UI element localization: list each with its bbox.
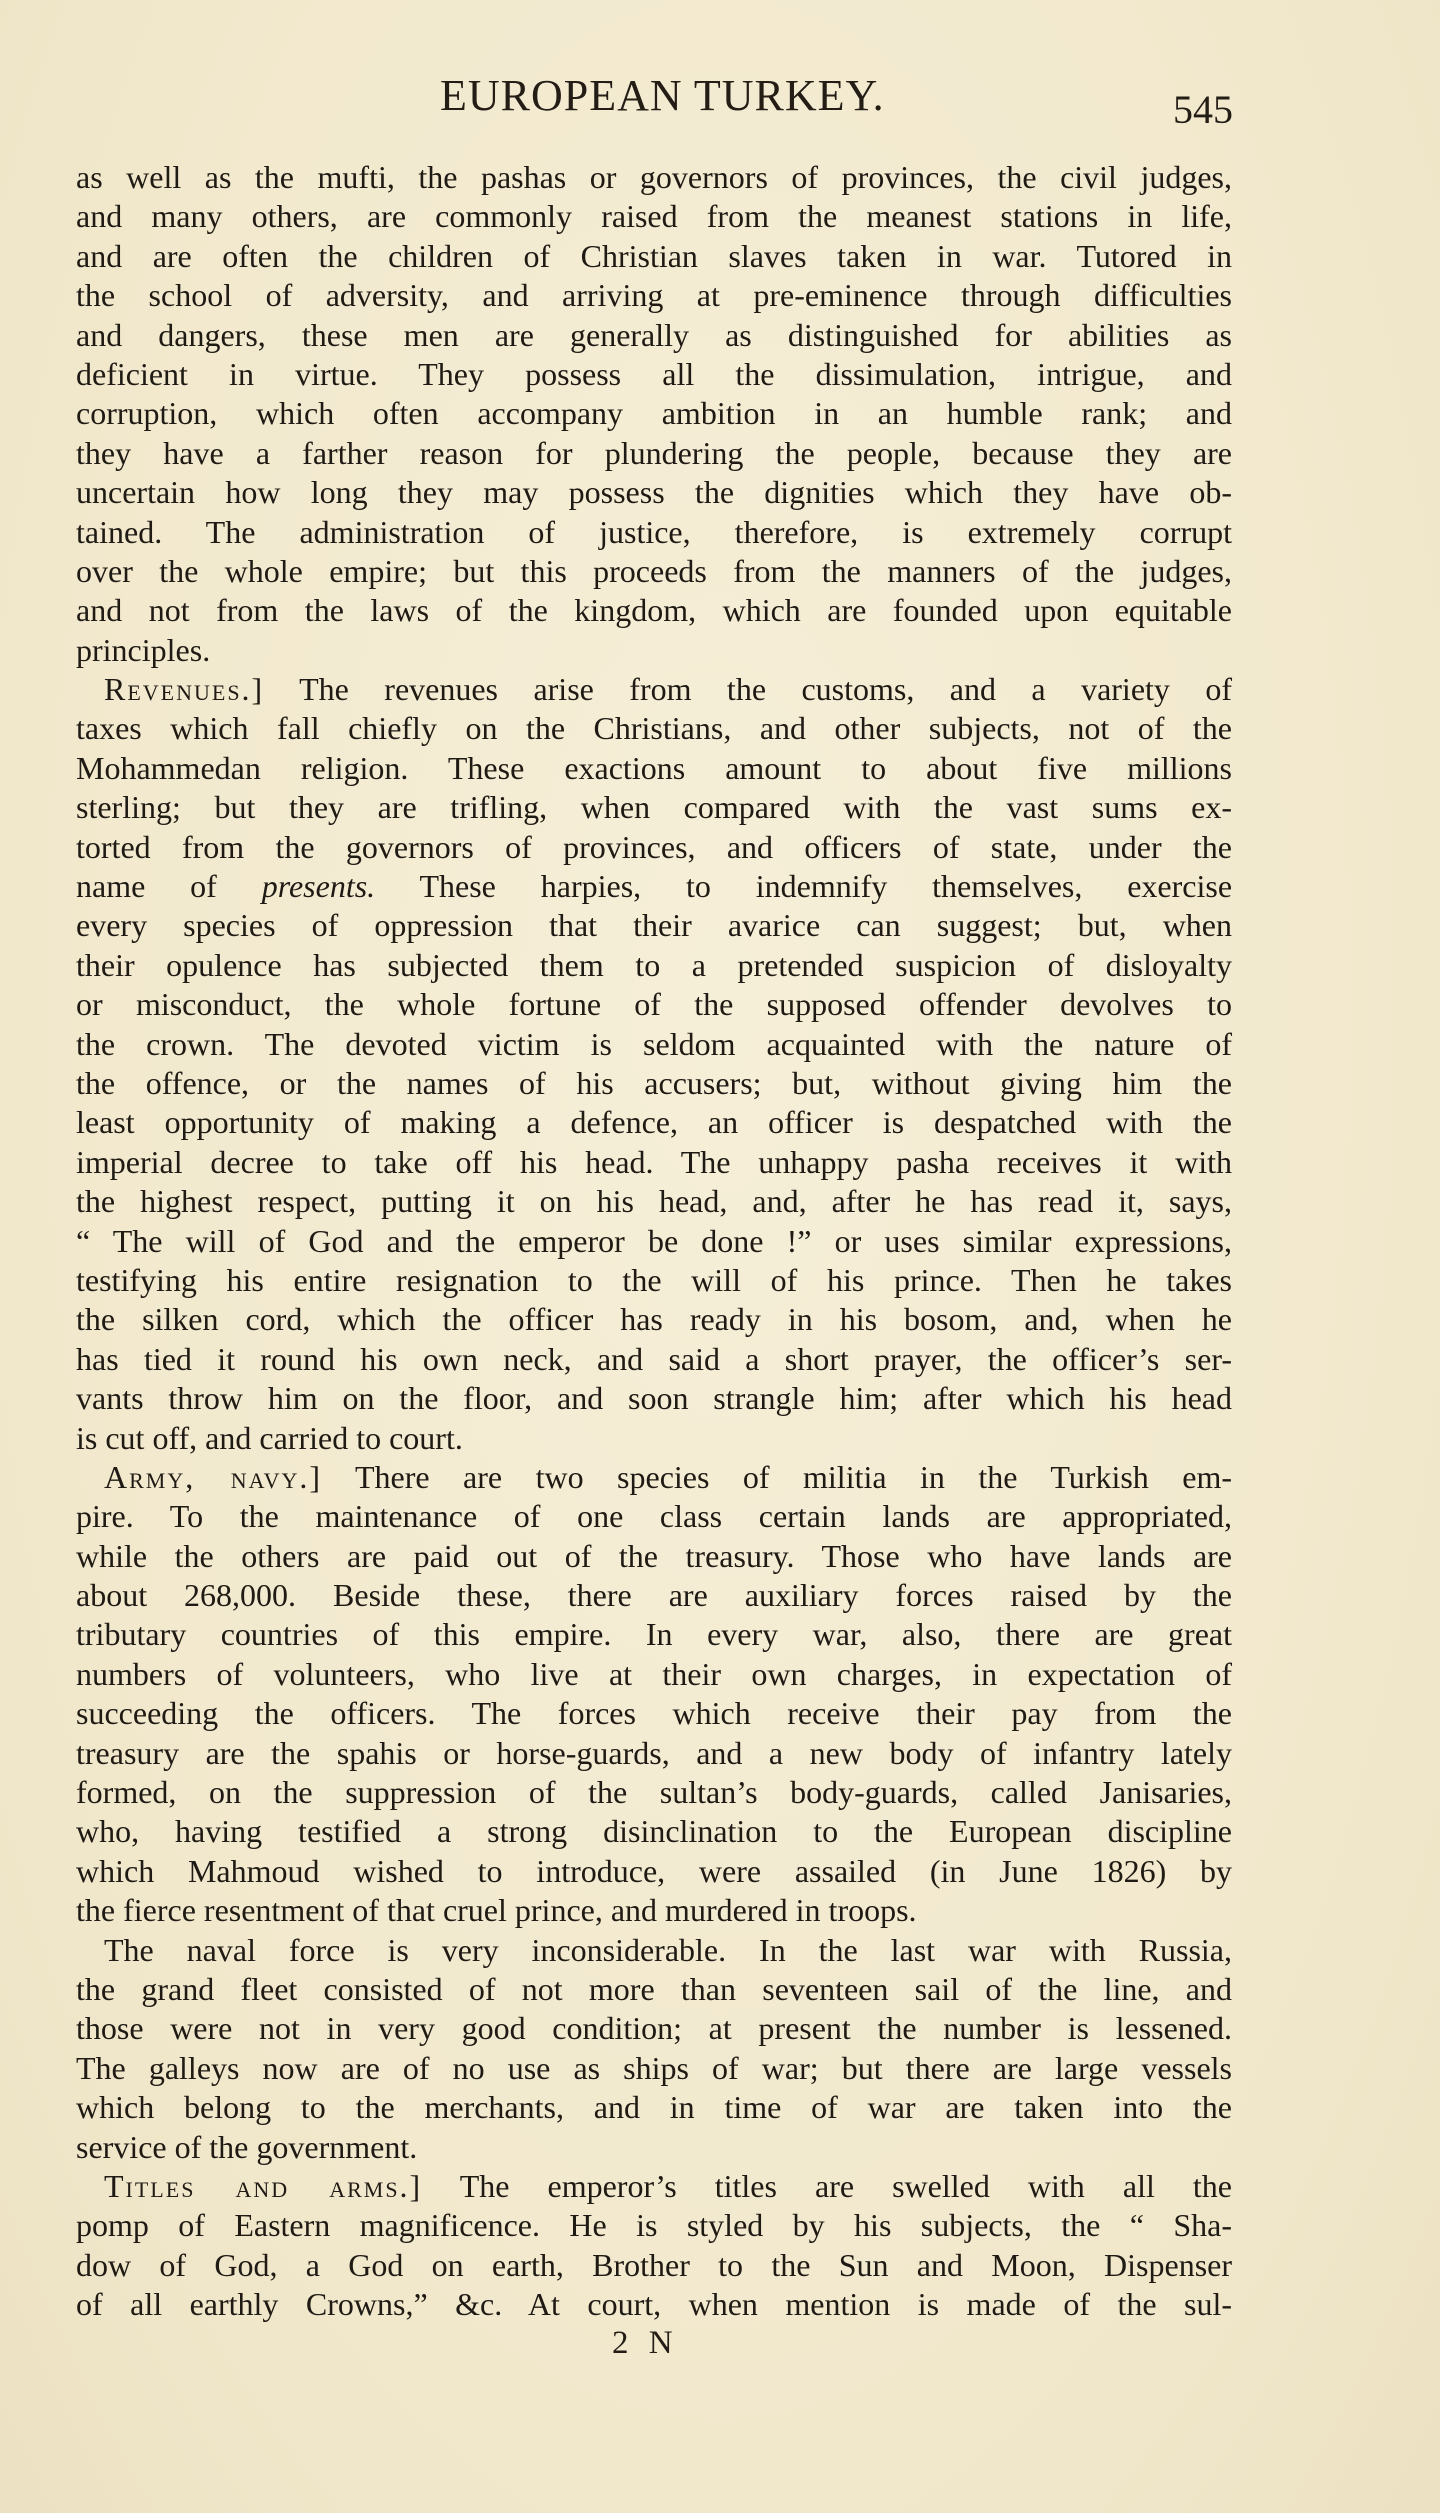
- text-line: succeeding the officers. The forces which receive their pay from the: [76, 1695, 1232, 1732]
- text-line: every species of oppression that their avarice can suggest; but, when: [76, 907, 1232, 944]
- text-line: The revenues arise from the customs, and a variety of: [299, 671, 1233, 708]
- text-line: the crown. The devoted victim is seldom acquainted with the nature of: [76, 1025, 1232, 1062]
- text-line: testifying his entire resignation to the will of his prince. Then he takes: [76, 1261, 1232, 1298]
- text-line: tained. The administration of justice, therefore, is extremely corrupt: [76, 513, 1232, 550]
- text-line: “ The will of God and the emperor be done !” or uses similar expressions,: [76, 1222, 1232, 1259]
- text-line: sterling; but they are trifling, when compared with the vast sums ex-: [76, 789, 1232, 826]
- text-line: their opulence has subjected them to a pretended suspicion of disloyalty: [76, 946, 1232, 983]
- text-line: numbers of volunteers, who live at their own charges, in expectation of: [76, 1655, 1232, 1692]
- text-line: The naval force is very inconsiderable. In the last war with Russia,: [104, 1931, 1232, 1968]
- text-line: pire. To the maintenance of one class certain lands are appropriated,: [76, 1498, 1232, 1535]
- text-line: those were not in very good condition; at present the number is lessened.: [76, 2010, 1232, 2047]
- text-line: who, having testified a strong disinclination to the European discipline: [76, 1813, 1232, 1850]
- text-line: vants throw him on the floor, and soon strangle him; after which his head: [76, 1380, 1232, 1417]
- text-line: treasury are the spahis or horse-guards, and a new body of infantry lately: [76, 1734, 1232, 1771]
- text-line: they have a farther reason for plundering the people, because they are: [76, 434, 1232, 471]
- text-line: and are often the children of Christian slaves taken in war. Tutored in: [76, 237, 1232, 274]
- text-line: uncertain how long they may possess the dignities which they have ob-: [76, 474, 1232, 511]
- sidenote-titles-arms: Titles and arms.]: [104, 2167, 423, 2204]
- text-line: The galleys now are of no use as ships of war; but there are large vessels: [76, 2049, 1232, 2086]
- text-line: taxes which fall chiefly on the Christians, and other subjects, not of the: [76, 710, 1232, 747]
- signature-mark: 2 N: [612, 2325, 679, 2361]
- text-line: the school of adversity, and arriving at pre-eminence through difficulties: [76, 277, 1232, 314]
- text-line: principles.: [76, 631, 211, 668]
- text-line: is cut off, and carried to court.: [76, 1419, 463, 1456]
- text-line: which Mahmoud wished to introduce, were assailed (in June 1826) by: [76, 1852, 1232, 1889]
- text-line: Mohammedan religion. These exactions amount to about five millions: [76, 749, 1232, 786]
- text-line: which belong to the merchants, and in time of war are taken into the: [76, 2089, 1232, 2126]
- text-line: These harpies, to indemnify themselves, exercise: [419, 868, 1233, 905]
- text-line: pomp of Eastern magnificence. He is styled by his subjects, the “ Sha-: [76, 2207, 1232, 2244]
- text-line: the highest respect, putting it on his head, and, after he has read it, says,: [76, 1183, 1232, 1220]
- text-line: deficient in virtue. They possess all the dissimulation, intrigue, and: [76, 355, 1232, 392]
- text-line: has tied it round his own neck, and said a short prayer, the officer’s ser-: [76, 1340, 1232, 1377]
- text-line: dow of God, a God on earth, Brother to the Sun and Moon, Dispenser: [76, 2246, 1232, 2283]
- text-line: over the whole empire; but this proceeds from the manners of the judges,: [76, 552, 1232, 589]
- text-line: the fierce resentment of that cruel prince, and murdered in troops.: [76, 1892, 917, 1929]
- text-line: The emperor’s titles are swelled with all the: [459, 2167, 1232, 2204]
- sidenote-army-navy: Army, navy.]: [104, 1458, 323, 1495]
- text-line: corruption, which often accompany ambition in an humble rank; and: [76, 395, 1232, 432]
- text-line: or misconduct, the whole fortune of the supposed offender devolves to: [76, 986, 1232, 1023]
- text-line: the offence, or the names of his accusers; but, without giving him the: [76, 1064, 1232, 1101]
- text-line: torted from the governors of provinces, and officers of state, under the: [76, 828, 1232, 865]
- text-line: and dangers, these men are generally as distinguished for abilities as: [76, 316, 1232, 353]
- sidenote-revenues: Revenues.]: [104, 671, 265, 708]
- text-line-with-presents: [76, 867, 1232, 906]
- text-line: imperial decree to take off his head. The unhappy pasha receives it with: [76, 1143, 1232, 1180]
- emphasis-presents: presents.: [261, 868, 376, 905]
- text-line: the grand fleet consisted of not more than seventeen sail of the line, and: [76, 1970, 1232, 2007]
- body-text: [76, 158, 1232, 2324]
- running-head: [0, 70, 1440, 130]
- paragraph-revenues-first-line: [76, 670, 1232, 709]
- text-line: and not from the laws of the kingdom, which are founded upon equitable: [76, 592, 1232, 629]
- paragraph-titles-first-line: [76, 2167, 1232, 2206]
- text-line: and many others, are commonly raised from the meanest stations in life,: [76, 198, 1232, 235]
- text-line: formed, on the suppression of the sultan’s body-guards, called Janisaries,: [76, 1774, 1232, 1811]
- text-line: least opportunity of making a defence, an officer is despatched with the: [76, 1104, 1232, 1141]
- text-line: service of the government.: [76, 2128, 418, 2165]
- text-line: of all earthly Crowns,” &c. At court, when mention is made of the sul-: [76, 2286, 1232, 2323]
- text-line: as well as the mufti, the pashas or governors of provinces, the civil judges,: [76, 159, 1232, 195]
- paragraph-army-first-line: [76, 1458, 1232, 1497]
- page-number: 545: [1173, 87, 1233, 132]
- text-line: the silken cord, which the officer has ready in his bosom, and, when he: [76, 1301, 1232, 1338]
- text-line: about 268,000. Beside these, there are auxiliary forces raised by the: [76, 1577, 1232, 1614]
- running-title: EUROPEAN TURKEY.: [440, 71, 885, 120]
- text-line: tributary countries of this empire. In every war, also, there are great: [76, 1616, 1232, 1653]
- inline-name-of: name of: [76, 868, 217, 905]
- text-line: There are two species of militia in the Turkish em-: [354, 1458, 1233, 1495]
- text-line: while the others are paid out of the treasury. Those who have lands are: [76, 1537, 1232, 1574]
